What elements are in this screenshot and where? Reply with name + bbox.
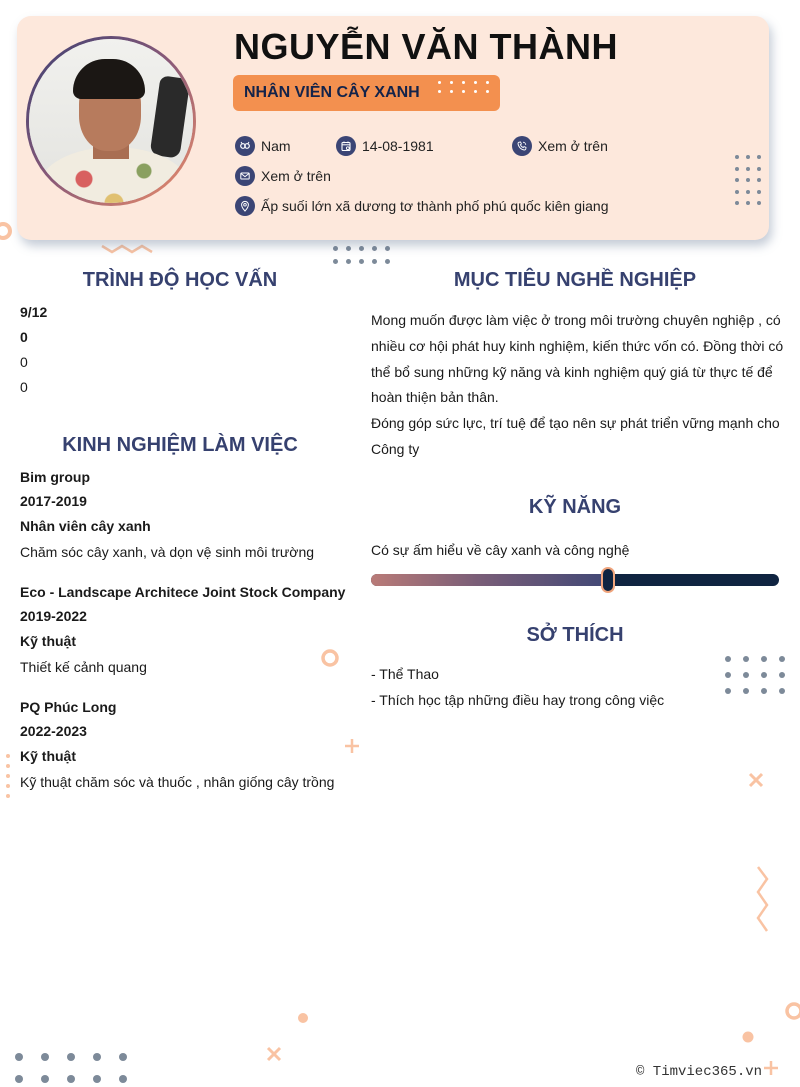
candidate-name: NGUYỄN VĂN THÀNH: [234, 26, 619, 67]
watermark: © Timviec365.vn: [636, 1064, 763, 1080]
objective-title: MỤC TIÊU NGHỀ NGHIỆP: [453, 269, 697, 291]
job-title: NHÂN VIÊN CÂY XANH: [244, 84, 420, 101]
dot-decoration-icon: [297, 1012, 309, 1024]
experience-company: Bim group: [20, 469, 90, 485]
job-title-badge: [233, 75, 500, 111]
dot-decoration-icon: [741, 1030, 755, 1044]
info-gender: [235, 136, 291, 156]
plus-decoration-icon: [343, 737, 361, 755]
experience-description: Kỹ thuật chăm sóc và thuốc , nhân giống cây trồng: [20, 774, 335, 790]
skill-level-bar: [371, 574, 779, 586]
objective-line: hoàn thiện bản thân.: [371, 389, 499, 405]
experience-description: Thiết kế cảnh quang: [20, 659, 147, 675]
objective-line: Công ty: [371, 441, 420, 457]
dot-grid-decoration: [725, 656, 785, 694]
info-phone: [512, 136, 608, 156]
objective-line: thể bổ sung những kỹ năng và kinh nghiệm quý giá từ thực tế để: [371, 364, 773, 380]
ring-decoration-icon: [782, 1000, 800, 1022]
experience-title: KINH NGHIỆM LÀM VIỆC: [62, 434, 298, 456]
dots-decoration: [438, 81, 493, 93]
skill-level-fill: [371, 574, 608, 586]
gender-icon: [235, 136, 255, 156]
gender-value: Nam: [261, 138, 291, 154]
plus-decoration-icon: [762, 1059, 780, 1077]
dots-vertical-decoration: [4, 752, 12, 802]
objective-line: Mong muốn được làm việc ở trong môi trường chuyên nghiệp , có: [371, 312, 781, 328]
dot-grid-decoration: [735, 155, 761, 205]
info-address: [235, 196, 608, 216]
ring-decoration-icon: [319, 647, 341, 669]
hobbies-title: SỞ THÍCH: [526, 624, 624, 646]
x-decoration-icon: [265, 1045, 283, 1063]
education-line: 0: [20, 354, 28, 370]
dot-grid-decoration: [15, 1053, 127, 1083]
phone-value: Xem ở trên: [538, 138, 608, 154]
x-decoration-icon: [747, 771, 765, 789]
experience-position: Kỹ thuật: [20, 748, 76, 764]
zigzag-decoration-icon: [100, 243, 154, 255]
experience-company: PQ Phúc Long: [20, 699, 117, 715]
experience-company: Eco - Landscape Architece Joint Stock Company: [20, 584, 346, 600]
education-title: TRÌNH ĐỘ HỌC VẤN: [82, 269, 278, 291]
experience-description: Chăm sóc cây xanh, và dọn vệ sinh môi trường: [20, 544, 315, 560]
education-line: 0: [20, 329, 28, 345]
hobby-item: - Thể Thao: [371, 666, 439, 682]
education-line: 0: [20, 379, 28, 395]
education-line: 9/12: [20, 304, 48, 320]
experience-position: Nhân viên cây xanh: [20, 518, 151, 534]
objective-line: Đóng góp sức lực, trí tuệ để tạo nên sự phát triển vững mạnh cho: [371, 415, 780, 431]
skills-title: KỸ NĂNG: [528, 496, 622, 518]
info-email: [235, 166, 331, 186]
zigzag-vertical-decoration-icon: [755, 865, 771, 933]
address-value: Ấp suối lớn xã dương tơ thành phố phú quốc kiên giang: [261, 198, 609, 214]
avatar: [26, 36, 196, 206]
skill-name: Có sự ấm hiểu về cây xanh và công nghệ: [371, 542, 630, 558]
location-pin-icon: [235, 196, 255, 216]
experience-period: 2019-2022: [20, 608, 87, 624]
birthday-value: 14-08-1981: [362, 138, 434, 154]
skill-level-thumb: [601, 567, 615, 593]
ring-decoration-icon: [0, 220, 14, 242]
email-value: Xem ở trên: [261, 168, 331, 184]
profile-photo: [29, 39, 193, 203]
hobby-item: - Thích học tập những điều hay trong công việc: [371, 692, 665, 708]
objective-line: nhiều cơ hội phát huy kinh nghiệm, kiến thức vốn có. Đồng thời có: [371, 338, 784, 354]
mail-icon: [235, 166, 255, 186]
phone-icon: [512, 136, 532, 156]
calendar-icon: [336, 136, 356, 156]
experience-position: Kỹ thuật: [20, 633, 76, 649]
experience-period: 2022-2023: [20, 723, 87, 739]
info-birthday: [336, 136, 434, 156]
experience-period: 2017-2019: [20, 493, 87, 509]
